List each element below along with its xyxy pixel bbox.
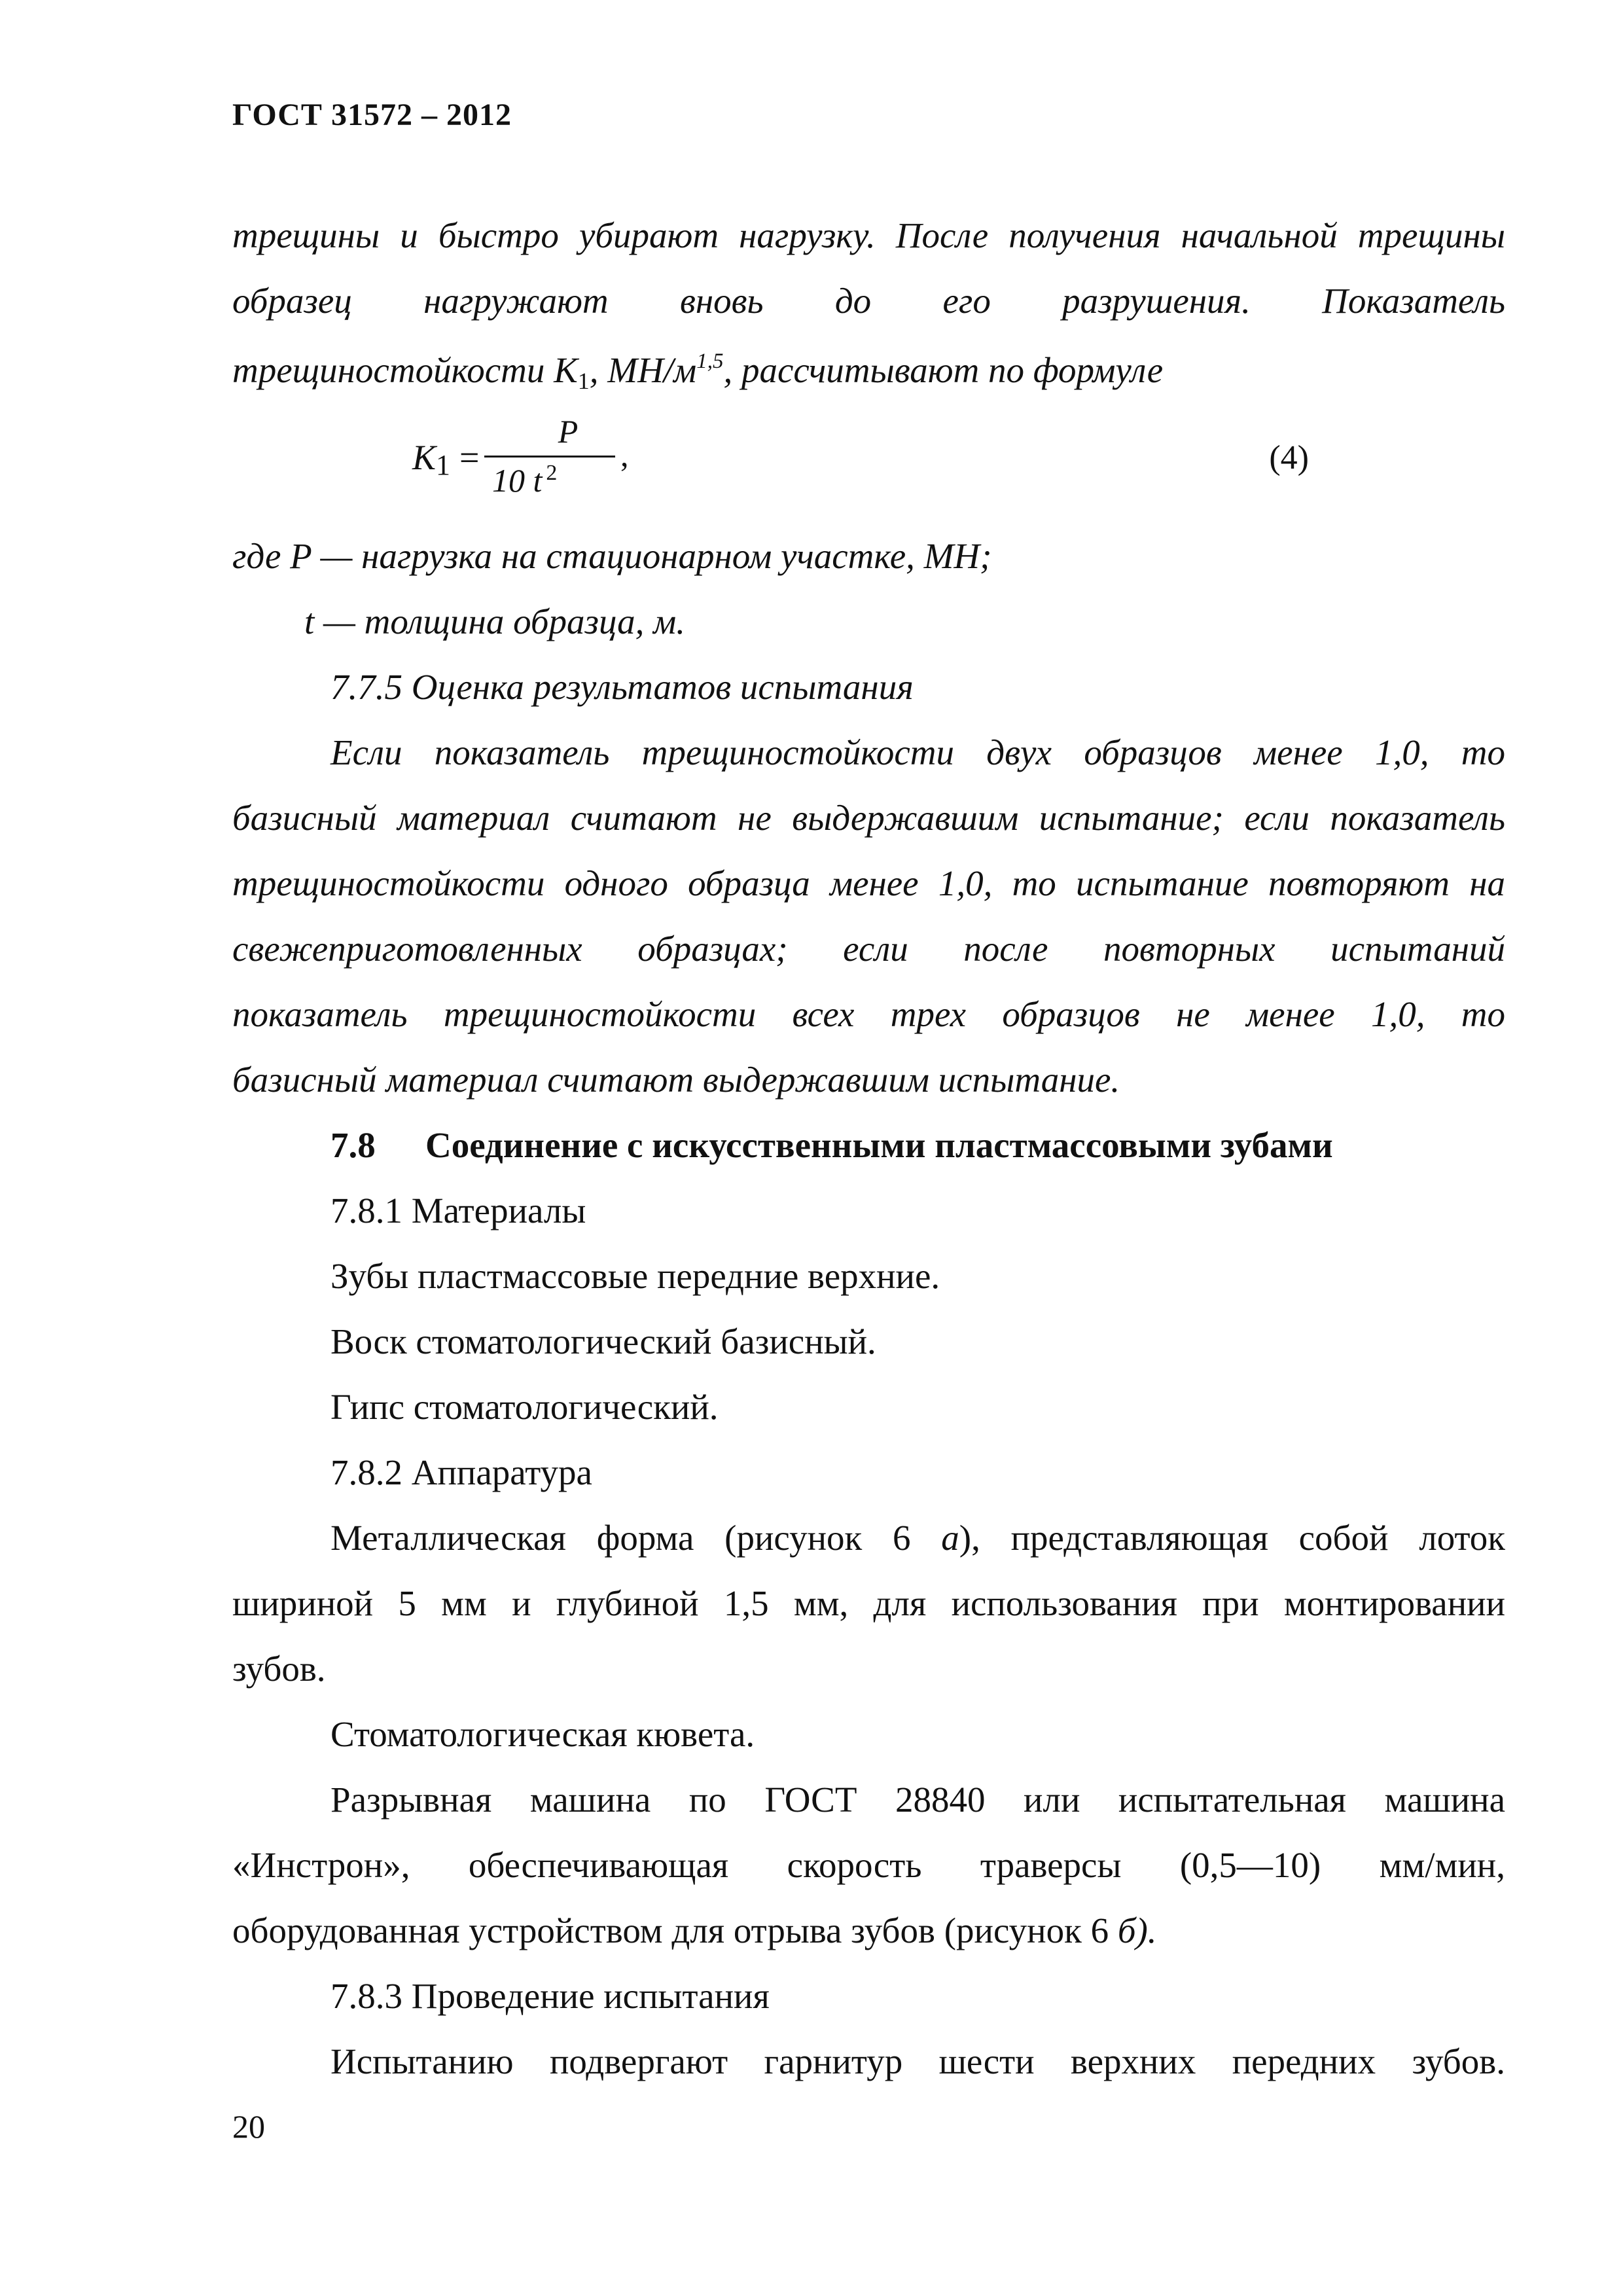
s782-p1-line3: зубов. xyxy=(232,1649,326,1689)
para1-line3 xyxy=(232,340,1505,402)
s782-p1-line1: Металлическая форма (рисунок 6 а), представляющая собой лоток xyxy=(330,1518,1505,1558)
s775-line2: базисный материал считают не выдержавшим испытание; если показатель xyxy=(232,798,1505,838)
s775-line5: показатель трещиностойкости всех трех образцов не менее 1,0, то xyxy=(232,994,1505,1034)
material-item: Зубы пластмассовые передние верхние. xyxy=(330,1256,940,1296)
s782-p3-line1: Разрывная машина по ГОСТ 28840 или испытательная машина xyxy=(330,1780,1505,1820)
s775-line4: свежеприготовленных образцах; если после повторных испытаний xyxy=(232,929,1505,969)
material-item: Воск стоматологический базисный. xyxy=(330,1321,876,1361)
where-t: t — толщина образца, м. xyxy=(304,601,685,641)
s775-line6: базисный материал считают выдержавшим испытание. xyxy=(232,1060,1120,1100)
section-7-8-3-heading: 7.8.3 Проведение испытания xyxy=(330,1976,770,2016)
s782-p3-line2: «Инстрон», обеспечивающая скорость траверсы (0,5—10) мм/мин, xyxy=(232,1845,1505,1885)
para1-line1: трещины и быстро убирают нагрузку. После получения начальной трещины xyxy=(232,215,1505,255)
section-7-8-2-heading: 7.8.2 Аппаратура xyxy=(330,1452,592,1492)
document-header: ГОСТ 31572 – 2012 xyxy=(232,98,512,132)
formula-denominator: 10 t $^2$ xyxy=(492,461,558,499)
section-7-8-number: 7.8 xyxy=(330,1125,376,1165)
section-7-8-title: Соединение с искусственными пластмассовыми зубами xyxy=(425,1125,1333,1165)
para1-line3-b: , МН/м xyxy=(589,350,697,390)
formula-equals: = xyxy=(459,438,480,477)
formula-numerator: P xyxy=(558,413,579,450)
formula-comma: , xyxy=(620,437,629,473)
k-subscript: 1 xyxy=(577,368,590,394)
s782-p1-line2: шириной 5 мм и глубиной 1,5 мм, для использования при монтировании xyxy=(232,1583,1505,1623)
section-7-7-5-heading: 7.7.5 Оценка результатов испытания xyxy=(330,667,914,707)
section-7-8-1-heading: 7.8.1 Материалы xyxy=(330,1191,586,1230)
formula-lhs: $K_1$ xyxy=(412,438,451,481)
section-7-8-heading xyxy=(330,1124,1505,1166)
para1-line2: образец нагружают вновь до его разрушения. Показатель xyxy=(232,281,1505,321)
unit-exponent: 1,5 xyxy=(696,350,724,373)
denominator-exponent: 2 xyxy=(546,461,558,485)
formula-lhs-subscript: 1 xyxy=(436,449,451,481)
where-p: где P — нагрузка на стационарном участке, МН; xyxy=(232,536,992,576)
s782-p2: Стоматологическая кювета. xyxy=(330,1714,755,1754)
page-number: 20 xyxy=(232,2108,265,2145)
figure-ref-b: б). xyxy=(1117,1910,1157,1950)
formula-4 xyxy=(412,412,1525,504)
s782-p3-line3: оборудованная устройством для отрыва зубов (рисунок 6 б). xyxy=(232,1910,1157,1950)
formula-number: (4) xyxy=(1269,439,1309,476)
s775-line3: трещиностойкости одного образца менее 1,0, то испытание повторяют на xyxy=(232,863,1505,903)
fraction-bar xyxy=(484,456,615,457)
s783-line1: Испытанию подвергают гарнитур шести верхних передних зубов. xyxy=(330,2041,1505,2081)
para1-line3-c: , рассчитывают по формуле xyxy=(723,350,1164,390)
figure-ref-a: а xyxy=(941,1518,959,1558)
material-item: Гипс стоматологический. xyxy=(330,1387,719,1427)
para1-line3-a: трещиностойкости K xyxy=(232,350,578,390)
s775-line1: Если показатель трещиностойкости двух образцов менее 1,0, то xyxy=(330,732,1505,772)
